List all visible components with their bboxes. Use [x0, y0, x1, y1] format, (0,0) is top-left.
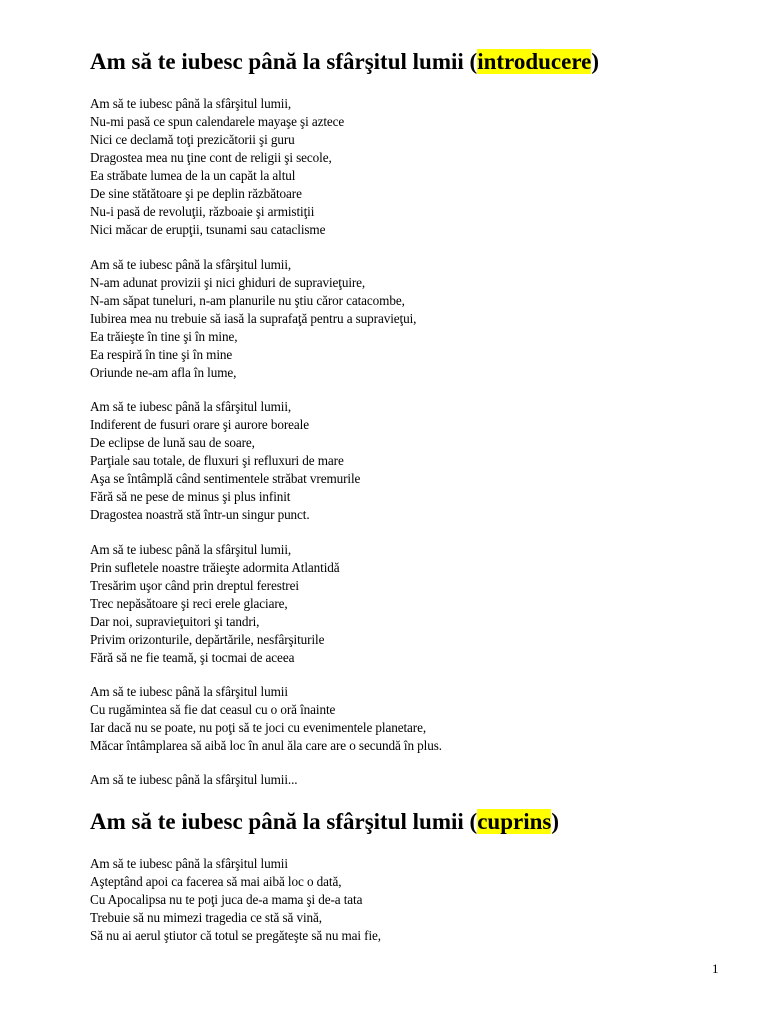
poem-line: Ea trăieşte în tine şi în mine, [90, 329, 238, 344]
stanza [90, 855, 710, 945]
poem-line: Ea străbate lumea de la un capăt la altul [90, 168, 296, 183]
poem-line: Iar dacă nu se poate, nu poţi să te joci cu evenimentele planetare, [90, 720, 427, 735]
stanza [90, 95, 710, 239]
poem-line: Am să te iubesc până la sfârşitul lumii [90, 684, 288, 699]
poem-line: Am să te iubesc până la sfârşitul lumii, [90, 542, 292, 557]
poem-line: Am să te iubesc până la sfârşitul lumii, [90, 257, 292, 272]
poem-line: Prin sufletele noastre trăieşte adormita Atlantidă [90, 560, 340, 575]
page-number: 1 [712, 961, 719, 976]
poem-line: Fără să ne fie teamă, şi tocmai de aceea [90, 650, 295, 665]
stanza [90, 398, 710, 524]
poem-line: Privim orizonturile, depărtările, nesfârşiturile [90, 632, 325, 647]
poem-line: Fără să ne pese de minus şi plus infinit [90, 489, 291, 504]
poem-line: Nici ce declamă toţi prezicătorii şi guru [90, 132, 295, 147]
poem-line: Am să te iubesc până la sfârşitul lumii, [90, 96, 292, 111]
poem-line: Tresărim uşor când prin dreptul ferestrei [90, 578, 299, 593]
poem-line: Cu Apocalipsa nu te poţi juca de-a mama şi de-a tata [90, 892, 363, 907]
poem-line: Nu-mi pasă ce spun calendarele mayaşe şi aztece [90, 114, 345, 129]
poem-line: Aşa se întâmplă când sentimentele străbat vremurile [90, 471, 361, 486]
section-title-introducere [90, 48, 599, 76]
poem-line: N-am adunat provizii şi nici ghiduri de supravieţuire, [90, 275, 366, 290]
poem-line: De eclipse de lună sau de soare, [90, 435, 255, 450]
poem-line: Nici măcar de erupţii, tsunami sau cataclisme [90, 222, 326, 237]
title-highlight: introducere [477, 49, 592, 74]
poem-line: Dragostea mea nu ţine cont de religii şi secole, [90, 150, 332, 165]
poem-line: Măcar întâmplarea să aibă loc în anul ăla care are o secundă în plus. [90, 738, 442, 753]
poem-line: Iubirea mea nu trebuie să iasă la suprafaţă pentru a supravieţui, [90, 311, 417, 326]
title-text-end: ) [551, 809, 559, 834]
poem-line: Să nu ai aerul ştiutor că totul se pregăteşte să nu mai fie, [90, 928, 381, 943]
poem-line: Am să te iubesc până la sfârşitul lumii [90, 856, 288, 871]
title-text: Am să te iubesc până la sfârşitul lumii ( [90, 49, 478, 74]
poem-line: Trebuie să nu mimezi tragedia ce stă să vină, [90, 910, 322, 925]
title-highlight: cuprins [477, 809, 552, 834]
poem-line: Trec nepăsătoare şi reci erele glaciare, [90, 596, 288, 611]
poem-line: Ea respiră în tine şi în mine [90, 347, 233, 362]
poem-line: Indiferent de fusuri orare şi aurore boreale [90, 417, 309, 432]
poem-line: Parţiale sau totale, de fluxuri şi refluxuri de mare [90, 453, 344, 468]
stanza [90, 256, 710, 382]
poem-line: Aşteptând apoi ca facerea să mai aibă loc o dată, [90, 874, 342, 889]
poem-line: N-am săpat tuneluri, n-am planurile nu ştiu căror catacombe, [90, 293, 405, 308]
poem-line: Dar noi, supravieţuitori şi tandri, [90, 614, 260, 629]
poem-line: Oriunde ne-am afla în lume, [90, 365, 237, 380]
poem-line: Am să te iubesc până la sfârşitul lumii... [90, 772, 298, 787]
poem-line: Dragostea noastră stă într-un singur punct. [90, 507, 310, 522]
stanza [90, 541, 710, 667]
poem-line: De sine stătătoare şi pe deplin răzbătoare [90, 186, 302, 201]
stanza [90, 683, 710, 755]
poem-line: Am să te iubesc până la sfârşitul lumii, [90, 399, 292, 414]
poem-line: Cu rugămintea să fie dat ceasul cu o oră înainte [90, 702, 336, 717]
poem-line: Nu-i pasă de revoluţii, războaie şi armistiţii [90, 204, 315, 219]
title-text-end: ) [591, 49, 599, 74]
title-text: Am să te iubesc până la sfârşitul lumii ( [90, 809, 478, 834]
stanza [90, 771, 710, 789]
section-title-cuprins [90, 808, 559, 836]
